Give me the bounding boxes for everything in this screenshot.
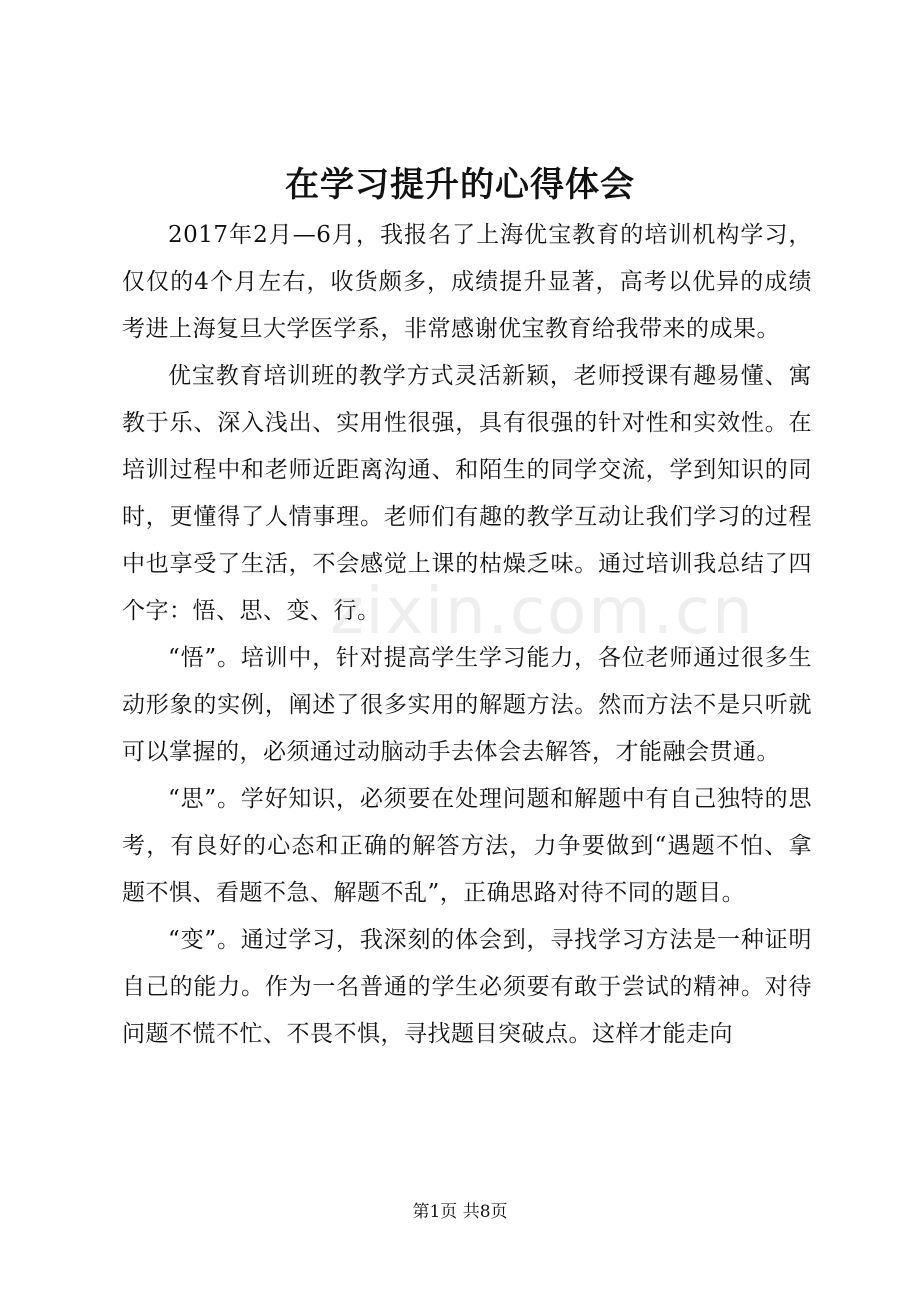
paragraph-bian: “变”。通过学习，我深刻的体会到，寻找学习方法是一种证明自己的能力。作为一名普通的学生必须要有敢于尝试的精神。对待问题不慌不忙、不畏不惧，寻找题目突破点。这样才能走向 xyxy=(122,927,812,1047)
paragraph-wu: “悟”。培训中，针对提高学生学习能力，各位老师通过很多生动形象的实例，阐述了很多实用的解题方法。然而方法不是只听就可以掌握的，必须通过动脑动手去体会去解答，才能融会贯通。 xyxy=(122,645,812,765)
paragraph-si: “思”。学好知识，必须要在处理问题和解题中有自己独特的思考，有良好的心态和正确的解答方法，力争要做到“遇题不怕、拿题不惧、看题不急、解题不乱”，正确思路对待不同的题目。 xyxy=(122,786,812,906)
paragraph-teaching: 优宝教育培训班的教学方式灵活新颖，老师授课有趣易懂、寓教于乐、深入浅出、实用性很强，具有很强的针对性和实效性。在培训过程中和老师近距离沟通、和陌生的同学交流，学到知识的同时，更懂得了人情事理。老师们有趣的教学互动让我们学习的过程中也享受了生活，不会感觉上课的枯燥乏味。通过培训我总结了四个字：悟、思、变、行。 xyxy=(122,363,812,624)
document-body xyxy=(122,212,812,1058)
page-footer: 第1页 共8页 xyxy=(412,1202,508,1222)
watermark: zixin.com.cn xyxy=(330,575,755,649)
document-title: 在学习提升的心得体会 xyxy=(285,165,635,205)
paragraph-intro: 2017年2月—6月，我报名了上海优宝教育的培训机构学习，仅仅的4个月左右，收货颇多，成绩提升显著，高考以优异的成绩考进上海复旦大学医学系，非常感谢优宝教育给我带来的成果。 xyxy=(122,222,812,342)
